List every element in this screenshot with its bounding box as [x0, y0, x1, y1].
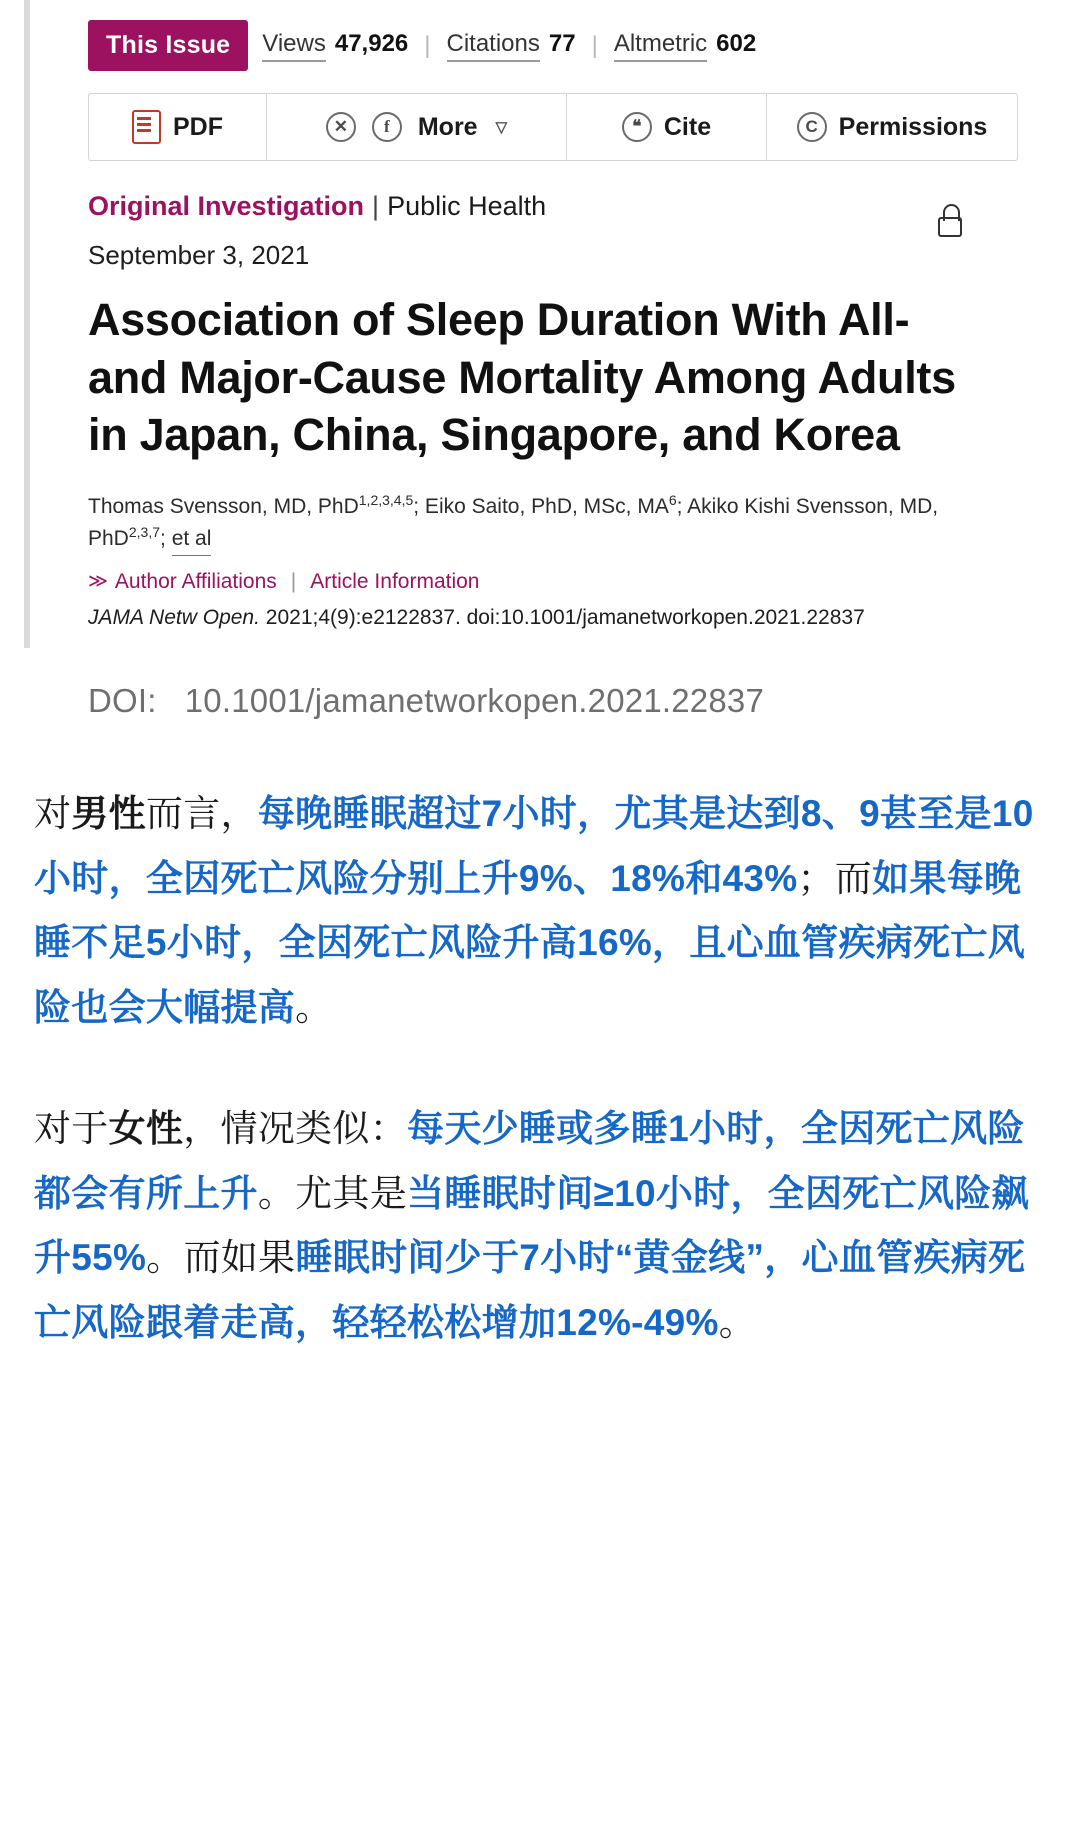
authors-text: Thomas Svensson, MD, PhD$^{1,2,3,4,5}$; Eiko Saito, PhD, MSc, $MA^6$; Akiko Kishi Svensson, MD, PhD$^{2,3,7}$; — [88, 491, 939, 551]
citation-rest: 2021;4(9):e2122837. doi:10.1001/jamanetworkopen.2021.22837 — [259, 605, 865, 629]
x-twitter-icon[interactable]: ✕ — [326, 112, 356, 142]
cite-label: Cite — [663, 112, 712, 141]
female-text-3: 。尤其是 — [257, 1172, 408, 1214]
metrics-row — [30, 14, 1056, 71]
female-text-2: ，情况类似： — [183, 1107, 408, 1149]
female-text-4: 。而如果 — [146, 1237, 296, 1279]
article-toolbar — [88, 93, 1018, 161]
male-text-3: ；而 — [797, 857, 873, 899]
kicker-separator: | — [372, 191, 380, 221]
more-share-group[interactable] — [267, 94, 567, 160]
metric-citations[interactable] — [433, 30, 590, 62]
pdf-icon — [132, 110, 161, 144]
metric-separator: | — [424, 31, 431, 59]
female-text-1: 对于 — [34, 1107, 109, 1149]
article-kicker-row — [88, 191, 1010, 222]
citation-line — [88, 606, 1010, 630]
female-highlight-1: 每天少睡或多睡1小时，全因死亡风险都会有所上升 — [34, 1107, 1025, 1214]
male-bold-male: 男性 — [71, 792, 146, 834]
male-highlight-2: 如果每晚睡不足5小时，全因死亡风险升高16%，且心血管疾病死亡风险也会大幅提高 — [34, 857, 1026, 1029]
author-list — [88, 490, 968, 556]
article-type-link[interactable]: Original Investigation — [88, 191, 365, 221]
pdf-label: PDF — [173, 112, 223, 141]
paragraph-male — [34, 782, 1046, 1041]
more-label: More — [417, 112, 478, 141]
male-text-1: 对 — [34, 792, 72, 834]
metric-views[interactable] — [248, 30, 422, 62]
doi-line — [88, 682, 1080, 720]
cite-button[interactable] — [567, 94, 767, 160]
article-card — [24, 0, 1056, 648]
female-highlight-2: 当睡眠时间≥10小时，全因死亡风险飙升55% — [34, 1172, 1029, 1279]
permissions-label: Permissions — [838, 112, 988, 141]
citation-journal: JAMA Netw Open. — [88, 605, 260, 629]
chevron-right-icon: ≫ — [88, 571, 108, 593]
publication-date: September 3, 2021 — [88, 240, 310, 270]
article-links-row — [88, 570, 1010, 594]
male-highlight-1: 每晚睡眠超过7小时，尤其是达到8、9甚至是10小时，全因死亡风险分别上升9%、18%和43% — [34, 792, 1034, 899]
copyright-icon: C — [797, 112, 827, 142]
female-text-5: 。 — [718, 1302, 757, 1344]
pdf-button[interactable] — [89, 94, 267, 160]
female-bold-female: 女性 — [108, 1107, 184, 1149]
metric-views-value: 47,926 — [334, 29, 409, 57]
female-highlight-3: 睡眠时间少于7小时“黄金线”，心血管疾病死亡风险跟着走高，轻轻松松增加12%-49% — [34, 1237, 1026, 1344]
author-affiliations-link[interactable]: Author Affiliations — [114, 569, 277, 593]
this-issue-badge[interactable]: This Issue — [88, 20, 248, 71]
metric-separator: | — [591, 31, 598, 59]
permissions-button[interactable] — [767, 94, 1017, 160]
et-al-link[interactable]: et al — [172, 523, 212, 556]
metric-views-label: Views — [262, 30, 326, 62]
metric-altmetric-value: 602 — [716, 29, 757, 57]
page-title: Association of Sleep Duration With All- and Major-Cause Mortality Among Adults in Japan, China, Singapore, and Korea — [88, 294, 956, 461]
metric-citations-value: 77 — [548, 29, 576, 57]
article-section[interactable]: Public Health — [387, 191, 547, 221]
open-access-lock-icon — [938, 217, 962, 237]
male-text-2: 而言， — [145, 792, 258, 834]
paragraph-female — [34, 1097, 1046, 1356]
article-body — [30, 191, 1010, 630]
article-information-link[interactable]: Article Information — [310, 569, 480, 593]
doi-label: DOI: — [88, 681, 157, 719]
links-separator: | — [290, 569, 297, 593]
metric-citations-label: Citations — [447, 30, 540, 62]
metric-altmetric[interactable] — [600, 30, 770, 62]
chevron-down-icon: ▽ — [495, 119, 508, 136]
metric-altmetric-label: Altmetric — [614, 30, 707, 62]
male-text-4: 。 — [295, 987, 333, 1029]
doi-value[interactable]: 10.1001/jamanetworkopen.2021.22837 — [184, 681, 765, 719]
quote-icon: ❝ — [622, 112, 652, 142]
facebook-icon[interactable]: f — [372, 112, 402, 142]
